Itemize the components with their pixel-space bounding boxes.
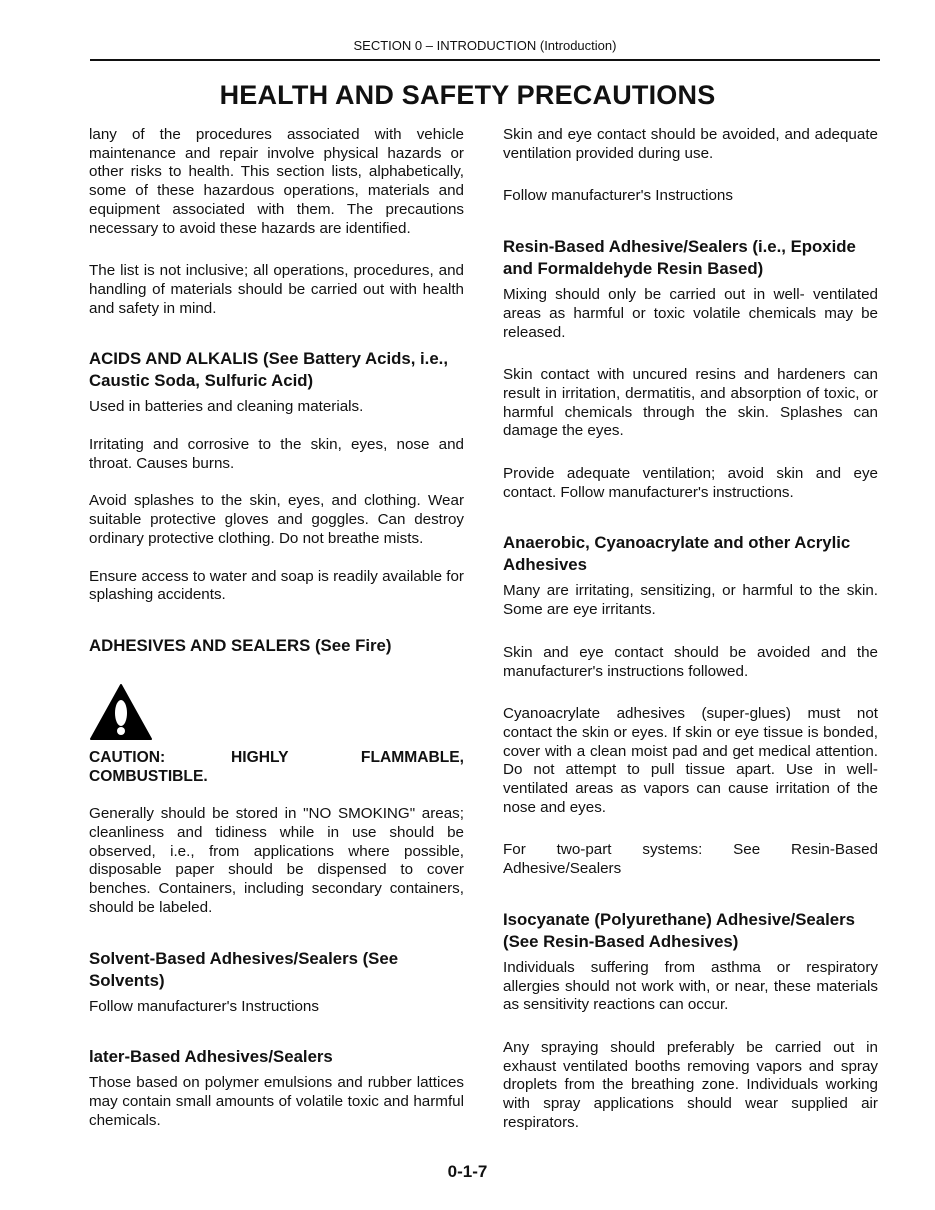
isocyanate-paragraph-1: Individuals suffering from asthma or respiratory allergies should not work with, or near, these materials as sensitivity reactions can occur. xyxy=(503,958,878,1014)
anaerobic-paragraph-4: For two-part systems: See Resin-Based Adhesive/Sealers xyxy=(503,841,878,878)
left-column xyxy=(89,126,464,1130)
adhesives-heading: ADHESIVES AND SEALERS (See Fire) xyxy=(89,635,392,655)
right-paragraph-2: Follow manufacturer's Instructions xyxy=(503,187,733,205)
caution-label: CAUTION: xyxy=(89,748,166,766)
solvent-heading: Solvent-Based Adhesives/Sealers (See Solvents) xyxy=(89,948,399,990)
water-paragraph-1: Those based on polymer emulsions and rubber lattices may contain small amounts of volatile toxic and harmful chemicals. xyxy=(89,1074,464,1129)
page-title: HEALTH AND SAFETY PRECAUTIONS xyxy=(219,80,716,110)
resin-heading: Resin-Based Adhesive/Sealers (i.e., Epoxide and Formaldehyde Resin Based) xyxy=(503,237,856,279)
caution-combustible: COMBUSTIBLE. xyxy=(89,767,208,785)
page-number: 0-1-7 xyxy=(447,1162,488,1181)
isocyanate-heading: Isocyanate (Polyurethane) Adhesive/Sealers (See Resin-Based Adhesives) xyxy=(503,909,855,951)
anaerobic-paragraph-3: Cyanoacrylate adhesives (super-glues) must not contact the skin or eyes. If skin or eye tissue is bonded, cover with a clean moist pad and get medical attention. Do not attempt to pull tissue apart. Use in well-ventilated areas as vapors can cause irritation of the nose and eyes. xyxy=(503,705,878,816)
resin-paragraph-3: Provide adequate ventilation; avoid skin and eye contact. Follow manufacturer's instructions. xyxy=(503,465,878,501)
intro-paragraph-1: lany of the procedures associated with vehicle maintenance and repair involve physical hazards or other risks to health. This section lists, alphabetically, some of these hazardous operations, materials and equipment associated with them. The precautions necessary to avoid these hazards are identified. xyxy=(89,126,464,237)
right-column xyxy=(503,126,878,1133)
caution-notice xyxy=(89,749,464,786)
anaerobic-paragraph-2: Skin and eye contact should be avoided and the manufacturer's instructions followed. xyxy=(503,643,878,680)
acids-paragraph-1: Used in batteries and cleaning materials. xyxy=(89,398,364,416)
anaerobic-heading: Anaerobic, Cyanoacrylate and other Acrylic Adhesives xyxy=(503,533,851,575)
acids-paragraph-3: Avoid splashes to the skin, eyes, and clothing. Wear suitable protective gloves and goggles. Can destroy ordinary protective clothing. Do not breathe mists. xyxy=(89,492,464,547)
acids-heading: ACIDS AND ALKALIS (See Battery Acids, i.e., Caustic Soda, Sulfuric Acid) xyxy=(89,349,449,391)
solvent-paragraph-1: Follow manufacturer's Instructions xyxy=(89,997,319,1015)
isocyanate-paragraph-2: Any spraying should preferably be carried out in exhaust ventilated booths removing vapors and spray droplets from the breathing zone. Individuals working with spray applications should wear supplied air respirators. xyxy=(503,1038,878,1131)
resin-paragraph-1: Mixing should only be carried out in well- ventilated areas as harmful or toxic volatile chemicals may be released. xyxy=(503,286,878,341)
right-paragraph-1: Skin and eye contact should be avoided, and adequate ventilation provided during use. xyxy=(503,126,878,162)
intro-paragraph-2: The list is not inclusive; all operations, procedures, and handling of materials should be carried out with health and safety in mind. xyxy=(89,262,464,317)
section-header: SECTION 0 – INTRODUCTION (Introduction) xyxy=(353,38,617,53)
caution-flammable: FLAMMABLE, xyxy=(360,748,464,766)
water-heading: later-Based Adhesives/Sealers xyxy=(89,1047,333,1067)
adhesives-paragraph-1: Generally should be stored in "NO SMOKING" areas; cleanliness and tidiness while in use should be observed, i.e., from applications where possible, disposable paper should be dispensed to cover benches. Containers, including secondary containers, should be labeled. xyxy=(89,805,464,916)
warning-triangle-icon xyxy=(89,683,153,741)
resin-paragraph-2: Skin contact with uncured resins and hardeners can result in irritation, dermatitis, and absorption of toxic, or harmful chemicals through the skin. Splashes can damage the eyes. xyxy=(503,366,878,440)
anaerobic-paragraph-1: Many are irritating, sensitizing, or harmful to the skin. Some are eye irritants. xyxy=(503,582,878,619)
caution-highly: HIGHLY xyxy=(231,748,289,766)
acids-paragraph-2: Irritating and corrosive to the skin, eyes, nose and throat. Causes burns. xyxy=(89,436,464,472)
acids-paragraph-4: Ensure access to water and soap is readily available for splashing accidents. xyxy=(89,567,464,604)
header-rule xyxy=(90,59,880,61)
